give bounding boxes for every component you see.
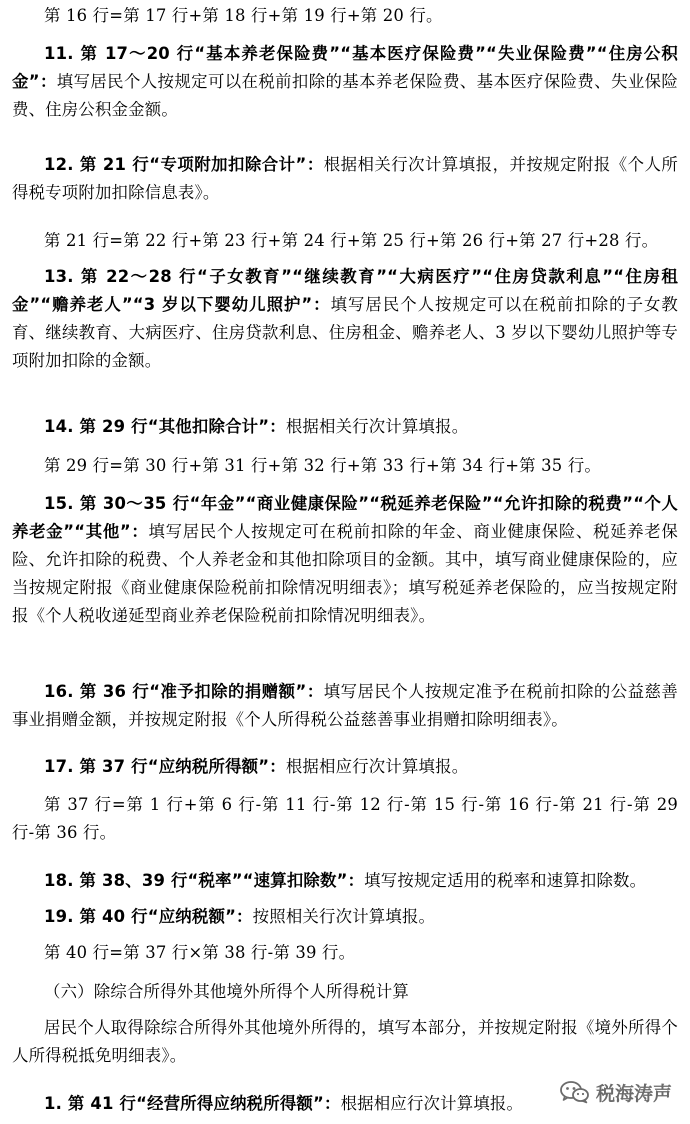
section-heading-six — [12, 978, 678, 1006]
paragraph-item-17 — [12, 753, 678, 781]
paragraph-body: 第 16 行=第 17 行+第 18 行+第 19 行+第 20 行。 — [44, 6, 443, 25]
paragraph-body: 第 37 行=第 1 行+第 6 行-第 11 行-第 12 行-第 15 行-第 16 行-第 21 行-第 29 行-第 36 行。 — [12, 795, 678, 842]
paragraph-item-16 — [12, 678, 678, 734]
paragraph-heading: 14. 第 29 行“其他扣除合计”： — [44, 417, 286, 436]
paragraph-body: 根据相应行次计算填报。 — [340, 1094, 524, 1113]
paragraph-section-six-intro — [12, 1014, 678, 1070]
paragraph-heading: 19. 第 40 行“应纳税额”： — [44, 907, 253, 926]
paragraph-body: 根据相应行次计算填报。 — [285, 757, 469, 776]
paragraph-body: 第 40 行=第 37 行×第 38 行-第 39 行。 — [44, 943, 356, 962]
paragraph-heading: 12. 第 21 行“专项附加扣除合计”： — [44, 155, 324, 174]
paragraph-item-18 — [12, 867, 678, 895]
paragraph-item-11 — [12, 40, 678, 124]
paragraph-heading: 18. 第 38、39 行“税率”“速算扣除数”： — [44, 871, 365, 890]
paragraph-item-13 — [12, 263, 678, 375]
paragraph-body: 根据相关行次计算填报，并按规定附报《个人所得税专项附加扣除信息表》。 — [12, 155, 678, 202]
paragraph-item-19 — [12, 903, 678, 931]
watermark — [560, 1078, 672, 1106]
paragraph-body: 按照相关行次计算填报。 — [252, 907, 436, 926]
paragraph-body: 第 21 行=第 22 行+第 23 行+第 24 行+第 25 行+第 26 行+第 27 行+28 行。 — [44, 231, 659, 250]
paragraph-body: （六）除综合所得外其他境外所得个人所得税计算 — [44, 982, 409, 1001]
paragraph-item-12 — [12, 151, 678, 207]
paragraph-body: 填写居民个人按规定可以在税前扣除的基本养老保险费、基本医疗保险费、失业保险费、住房公积金金额。 — [12, 72, 679, 119]
paragraph-heading: 16. 第 36 行“准予扣除的捐赠额”： — [44, 682, 324, 701]
paragraph-row29-formula — [12, 452, 678, 480]
paragraph-heading: 15. 第 30～35 行“年金”“商业健康保险”“税延养老保险”“允许扣除的税费”“个人养老金”“其他”： — [12, 494, 678, 541]
paragraph-body: 填写居民个人按规定可在税前扣除的年金、商业健康保险、税延养老保险、允许扣除的税费、个人养老金和其他扣除项目的金额。其中，填写商业健康保险的，应当按规定附报《商业健康保险税前扣除情况明细表》；填写税延养老保险的，应当按规定附报《个人税收递延型商业养老保险税前扣除情况明细表》。 — [12, 522, 678, 625]
paragraph-item-15 — [12, 490, 678, 630]
paragraph-body: 填写按规定适用的税率和速算扣除数。 — [364, 871, 647, 890]
paragraph-body: 居民个人取得除综合所得外其他境外所得的，填写本部分，并按规定附报《境外所得个人所得税抵免明细表》。 — [12, 1018, 678, 1065]
paragraph-body: 填写居民个人按规定准予在税前扣除的公益慈善事业捐赠金额，并按规定附报《个人所得税公益慈善事业捐赠扣除明细表》。 — [12, 682, 678, 729]
paragraph-row40-formula — [12, 939, 678, 967]
paragraph-body: 第 29 行=第 30 行+第 31 行+第 32 行+第 33 行+第 34 行+第 35 行。 — [44, 456, 601, 475]
wechat-icon — [560, 1080, 590, 1104]
paragraph-row16-formula — [12, 2, 678, 30]
paragraph-item-14 — [12, 413, 678, 441]
paragraph-body: 根据相关行次计算填报。 — [285, 417, 469, 436]
paragraph-heading: 1. 第 41 行“经营所得应纳税所得额”： — [44, 1094, 341, 1113]
paragraph-heading: 11. 第 17～20 行“基本养老保险费”“基本医疗保险费”“失业保险费”“住房公积金”： — [12, 44, 678, 91]
paragraph-heading: 13. 第 22～28 行“子女教育”“继续教育”“大病医疗”“住房贷款利息”“住房租金”“赡养老人”“3 岁以下婴幼儿照护”： — [12, 267, 678, 314]
watermark-text: 税海涛声 — [596, 1082, 673, 1105]
paragraph-row37-formula — [12, 791, 678, 847]
paragraph-heading: 17. 第 37 行“应纳税所得额”： — [44, 757, 286, 776]
paragraph-body: 填写居民个人按规定可以在税前扣除的子女教育、继续教育、大病医疗、住房贷款利息、住房租金、赡养老人、3 岁以下婴幼儿照护等专项附加扣除的金额。 — [12, 295, 678, 370]
paragraph-row21-formula — [12, 227, 678, 255]
